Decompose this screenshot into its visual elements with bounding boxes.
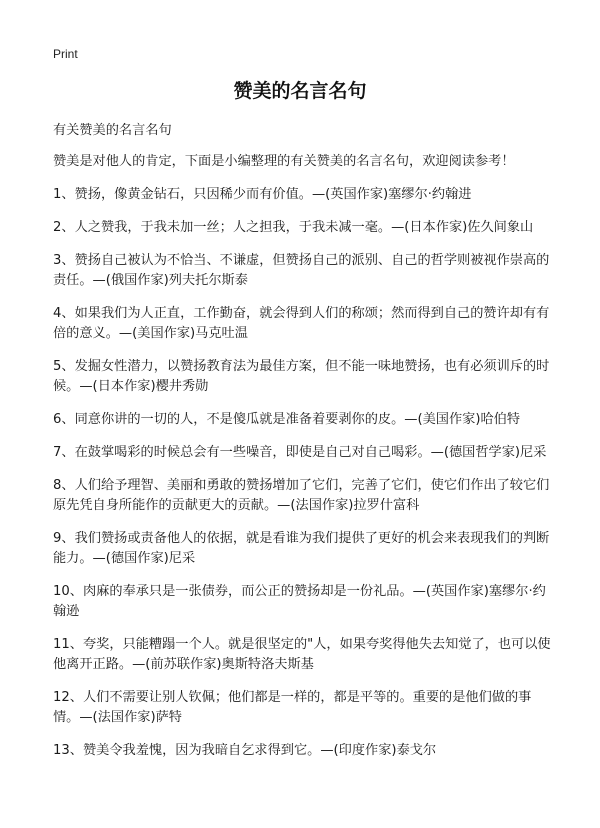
- article-body: [53, 121, 553, 774]
- quote-item: 4、如果我们为人正直，工作勤奋，就会得到人们的称颂；然而得到自己的赞许却有有倍的意义。—(美国作家)马克吐温: [53, 306, 550, 341]
- article-subtitle: 有关赞美的名言名句: [53, 123, 172, 138]
- quote-item: 13、赞美令我羞愧，因为我暗自乞求得到它。—(印度作家)泰戈尔: [53, 743, 437, 758]
- print-label: Print: [53, 47, 78, 61]
- quote-item: 2、人之赞我，于我未加一丝；人之担我，于我未减一毫。—(日本作家)佐久间象山: [53, 220, 534, 235]
- page-title: 赞美的名言名句: [233, 80, 367, 102]
- quote-item: 12、人们不需要让别人钦佩；他们都是一样的，都是平等的。重要的是他们做的事情。—(法国作家)萨特: [53, 690, 532, 725]
- quote-item: 1、赞扬，像黄金钻石，只因稀少而有价值。—(英国作家)塞缪尔·约翰进: [53, 187, 472, 202]
- quote-item: 3、赞扬自己被认为不恰当、不谦虚，但赞扬自己的派别、自己的哲学则被视作崇高的责任。—(俄国作家)列夫托尔斯泰: [53, 253, 550, 288]
- quote-item: 11、夸奖，只能糟蹋一个人。就是很坚定的"人，如果夸奖得他失去知觉了，也可以使他离开正路。—(前苏联作家)奥斯特洛夫斯基: [53, 637, 551, 672]
- quote-item: 6、同意你讲的一切的人，不是傻瓜就是准备着要剥你的皮。—(美国作家)哈伯特: [53, 412, 521, 427]
- quote-item: 7、在鼓掌喝彩的时候总会有一些噪音，即使是自己对自己喝彩。—(德国哲学家)尼采: [53, 445, 547, 460]
- quote-item: 10、肉麻的奉承只是一张债券，而公正的赞扬却是一份礼品。—(英国作家)塞缪尔·约翰逊: [53, 584, 546, 619]
- quote-item: 8、人们给予理智、美丽和勇敢的赞扬增加了它们，完善了它们，使它们作出了较它们原先凭自身所能作的贡献更大的贡献。—(法国作家)拉罗什富科: [53, 478, 550, 513]
- article-intro: 赞美是对他人的肯定，下面是小编整理的有关赞美的名言名句，欢迎阅读参考！: [53, 154, 515, 169]
- quote-item: 5、发掘女性潜力，以赞扬教育法为最佳方案，但不能一味地赞扬，也有必须训斥的时候。—(日本作家)樱井秀勋: [53, 359, 550, 394]
- quote-item: 9、我们赞扬或责备他人的依据，就是看谁为我们提供了更好的机会来表现我们的判断能力。—(德国作家)尼采: [53, 531, 550, 566]
